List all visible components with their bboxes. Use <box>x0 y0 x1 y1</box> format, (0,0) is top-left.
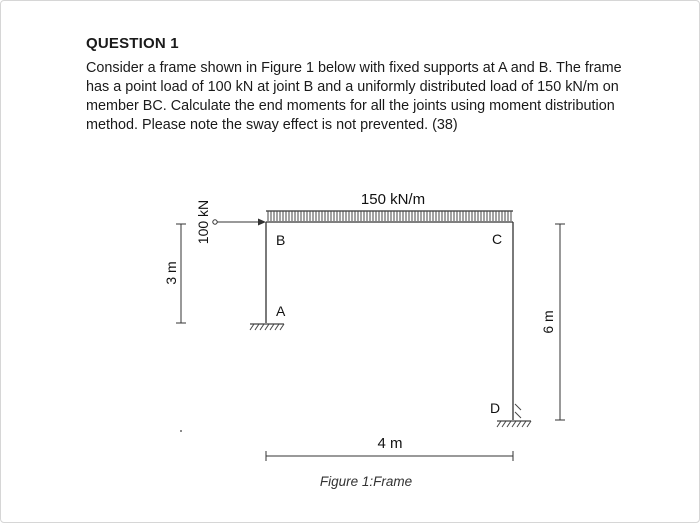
dimension-right-height <box>555 224 565 420</box>
dimension-right-label: 6 m <box>540 310 556 334</box>
stray-dot <box>180 430 182 432</box>
udl-load-band <box>266 211 513 221</box>
joint-label-b: B <box>276 232 286 248</box>
support-d-fixed <box>497 404 531 427</box>
joint-label-a: A <box>276 303 286 319</box>
dimension-span-label: 4 m <box>377 435 403 452</box>
question-title: QUESTION 1 <box>86 35 179 52</box>
dimension-left-label: 3 m <box>163 261 179 285</box>
figure-caption: Figure 1:Frame <box>319 474 413 489</box>
joint-label-c: C <box>492 231 503 247</box>
dimension-span <box>266 451 513 461</box>
point-load-label: 100 kN <box>195 199 211 245</box>
question-body: Consider a frame shown in Figure 1 below with fixed supports at A and B. The frame has a point load of 100 kN at joint B and a uniformly distributed load of 150 kN/m on member BC. Calculate the end moments for all the joints using moment distribution method. Please note the sway effect is not prevented. (38) <box>86 60 622 133</box>
udl-label: 150 kN/m <box>360 191 426 208</box>
point-load-arrow <box>213 219 266 226</box>
joint-label-d: D <box>490 400 501 416</box>
frame-members <box>266 222 513 420</box>
support-a-fixed <box>250 324 284 330</box>
